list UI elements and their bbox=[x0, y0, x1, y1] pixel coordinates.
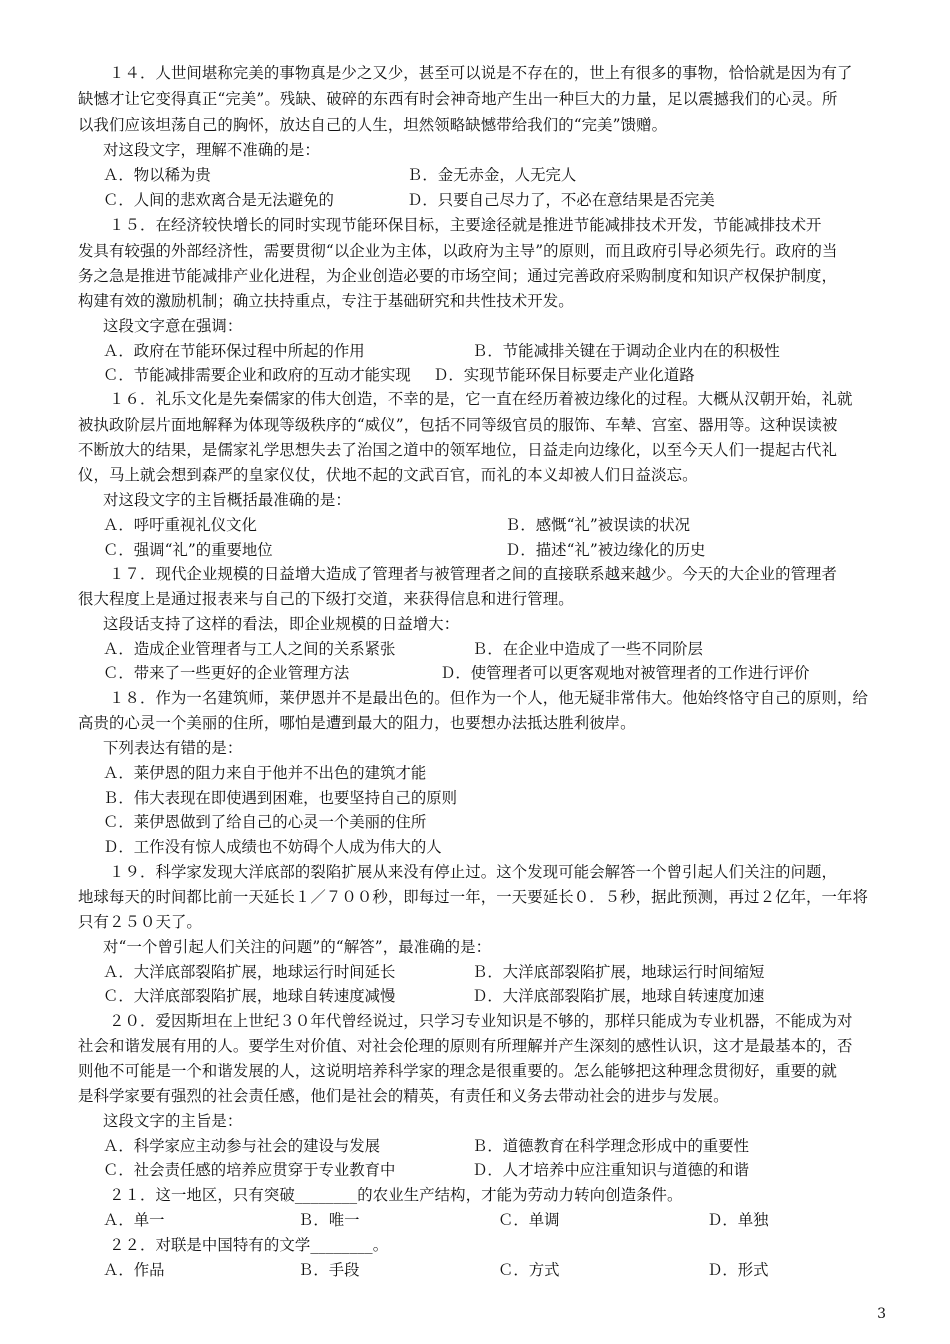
q19-text-line-2: 地球每天的时间都比前一天延长１／７００秒，即每过一年，一天要延长０．５秒，据此预测，再过２亿年，一年将 bbox=[78, 888, 869, 906]
q19-option-a: Ａ．大洋底部裂陷扩展，地球运行时间延长 bbox=[103, 963, 396, 981]
q17-text-line-2: 很大程度上是通过报表来与自己的下级打交道，来获得信息和进行管理。 bbox=[78, 590, 574, 608]
q21-option-b: Ｂ．唯一 bbox=[298, 1211, 360, 1229]
q14-option-b: Ｂ．金无赤金，人无完人 bbox=[407, 166, 577, 184]
q14-prompt: 对这段文字，理解不准确的是： bbox=[103, 141, 320, 159]
q15-text-line-1: １５．在经济较快增长的同时实现节能环保目标，主要途径就是推进节能减排技术开发，节能减排技术开 bbox=[78, 216, 822, 234]
q15-text-line-4: 构建有效的激励机制；确立扶持重点，专注于基础研究和共性技术开发。 bbox=[78, 292, 574, 310]
q22-option-d: Ｄ．形式 bbox=[707, 1261, 769, 1279]
q20-prompt: 这段文字的主旨是： bbox=[103, 1112, 243, 1130]
q15-option-a: Ａ．政府在节能环保过程中所起的作用 bbox=[103, 342, 365, 360]
q21-option-a: Ａ．单一 bbox=[103, 1211, 165, 1229]
q15-option-c: Ｃ．节能减排需要企业和政府的互动才能实现 bbox=[103, 366, 411, 384]
q14-option-c: Ｃ．人间的悲欢离合是无法避免的 bbox=[103, 191, 334, 209]
q21-option-d: Ｄ．单独 bbox=[707, 1211, 769, 1229]
q19-option-c: Ｃ．大洋底部裂陷扩展，地球自转速度减慢 bbox=[103, 987, 396, 1005]
q19-text-line-3: 只有２５０天了。 bbox=[78, 913, 202, 931]
q16-text-line-2: 被执政阶层片面地解释为体现等级秩序的“威仪”，包括不同等级官员的服饰、车辇、宫室、器用等。这种误读被 bbox=[78, 416, 838, 434]
q18-text-line-2: 高贵的心灵一个美丽的住所，哪怕是遭到最大的阻力，也要想办法抵达胜利彼岸。 bbox=[78, 714, 636, 732]
q19-option-b: Ｂ．大洋底部裂陷扩展，地球运行时间缩短 bbox=[472, 963, 765, 981]
q15-text-line-2: 发具有较强的外部经济性，需要贯彻“以企业为主体，以政府为主导”的原则，而且政府引导必须先行。政府的当 bbox=[78, 242, 838, 260]
q16-option-a: Ａ．呼吁重视礼仪文化 bbox=[103, 516, 257, 534]
q18-option-d: Ｄ．工作没有惊人成绩也不妨碍个人成为伟大的人 bbox=[103, 838, 442, 856]
q20-option-a: Ａ．科学家应主动参与社会的建设与发展 bbox=[103, 1137, 381, 1155]
q22-option-c: Ｃ．方式 bbox=[498, 1261, 560, 1279]
q20-text-line-2: 社会和谐发展有用的人。要学生对价值、对社会伦理的原则有所理解并产生深刻的感性认识，这才是最基本的，否 bbox=[78, 1037, 853, 1055]
q21-option-c: Ｃ．单调 bbox=[498, 1211, 560, 1229]
q15-prompt: 这段文字意在强调： bbox=[103, 317, 243, 335]
q20-text-line-3: 则他不可能是一个和谐发展的人，这说明培养科学家的理念是很重要的。怎么能够把这种理念贯彻好，重要的就 bbox=[78, 1062, 838, 1080]
q14-text-line-2: 缺憾才让它变得真正“完美”。残缺、破碎的东西有时会神奇地产生出一种巨大的力量，足以震撼我们的心灵。所 bbox=[78, 90, 838, 108]
q15-option-d: Ｄ．实现节能环保目标要走产业化道路 bbox=[433, 366, 695, 384]
q20-option-d: Ｄ．人才培养中应注重知识与道德的和谐 bbox=[472, 1161, 750, 1179]
q22-option-a: Ａ．作品 bbox=[103, 1261, 165, 1279]
q18-text-line-1: １８．作为一名建筑师，莱伊恩并不是最出色的。但作为一个人，他无疑非常伟大。他始终恪守自己的原则，给 bbox=[78, 689, 869, 707]
q20-option-b: Ｂ．道德教育在科学理念形成中的重要性 bbox=[472, 1137, 750, 1155]
q14-option-d: Ｄ．只要自己尽力了，不必在意结果是否完美 bbox=[407, 191, 715, 209]
q21-text-line-1: ２１．这一地区，只有突破________的农业生产结构，才能为劳动力转向创造条件。 bbox=[78, 1186, 683, 1204]
q20-text-line-1: ２０．爱因斯坦在上世纪３０年代曾经说过，只学习专业知识是不够的，那样只能成为专业机器，不能成为对 bbox=[78, 1012, 853, 1030]
q17-text-line-1: １７．现代企业规模的日益增大造成了管理者与被管理者之间的直接联系越来越少。今天的大企业的管理者 bbox=[78, 565, 838, 583]
q16-prompt: 对这段文字的主旨概括最准确的是： bbox=[103, 491, 351, 509]
q16-option-b: Ｂ．感慨“礼”被误读的状况 bbox=[505, 516, 691, 534]
q18-option-c: Ｃ．莱伊恩做到了给自己的心灵一个美丽的住所 bbox=[103, 813, 427, 831]
q17-prompt: 这段话支持了这样的看法，即企业规模的日益增大： bbox=[103, 615, 460, 633]
q17-option-d: Ｄ．使管理者可以更客观地对被管理者的工作进行评价 bbox=[440, 664, 810, 682]
q20-option-c: Ｃ．社会责任感的培养应贯穿于专业教育中 bbox=[103, 1161, 396, 1179]
q22-option-b: Ｂ．手段 bbox=[298, 1261, 360, 1279]
q17-option-a: Ａ．造成企业管理者与工人之间的关系紧张 bbox=[103, 640, 396, 658]
q18-option-b: Ｂ．伟大表现在即使遇到困难，也要坚持自己的原则 bbox=[103, 789, 457, 807]
q14-option-a: Ａ．物以稀为贵 bbox=[103, 166, 211, 184]
q14-text-line-1: １４．人世间堪称完美的事物真是少之又少，甚至可以说是不存在的，世上有很多的事物，恰恰就是因为有了 bbox=[78, 64, 853, 82]
q18-prompt: 下列表达有错的是： bbox=[103, 739, 243, 757]
page-number: 3 bbox=[877, 1306, 886, 1322]
q18-option-a: Ａ．莱伊恩的阻力来自于他并不出色的建筑才能 bbox=[103, 764, 427, 782]
q19-prompt: 对“一个曾引起人们关注的问题”的“解答”，最准确的是： bbox=[103, 938, 492, 956]
q16-text-line-4: 仪，马上就会想到森严的皇家仪仗，伏地不起的文武百官，而礼的本义却被人们日益淡忘。 bbox=[78, 466, 698, 484]
q16-option-d: Ｄ．描述“礼”被边缘化的历史 bbox=[505, 541, 706, 559]
q19-option-d: Ｄ．大洋底部裂陷扩展，地球自转速度加速 bbox=[472, 987, 765, 1005]
q15-option-b: Ｂ．节能减排关键在于调动企业内在的积极性 bbox=[472, 342, 780, 360]
q16-option-c: Ｃ．强调“礼”的重要地位 bbox=[103, 541, 273, 559]
q16-text-line-1: １６．礼乐文化是先秦儒家的伟大创造，不幸的是，它一直在经历着被边缘化的过程。大概从汉朝开始，礼就 bbox=[78, 390, 853, 408]
q14-text-line-3: 以我们应该坦荡自己的胸怀，放达自己的人生，坦然领略缺憾带给我们的“完美”馈赠。 bbox=[78, 116, 668, 134]
q16-text-line-3: 不断放大的结果，是儒家礼学思想失去了治国之道中的领军地位，日益走向边缘化，以至今天人们一提起古代礼 bbox=[78, 441, 838, 459]
q19-text-line-1: １９．科学家发现大洋底部的裂陷扩展从来没有停止过。这个发现可能会解答一个曾引起人们关注的问题， bbox=[78, 863, 838, 881]
q17-option-c: Ｃ．带来了一些更好的企业管理方法 bbox=[103, 664, 350, 682]
q22-text-line-1: ２２．对联是中国特有的文学________。 bbox=[78, 1236, 389, 1254]
q20-text-line-4: 是科学家要有强烈的社会责任感，他们是社会的精英，有责任和义务去带动社会的进步与发展。 bbox=[78, 1087, 729, 1105]
q15-text-line-3: 务之急是推进节能减排产业化进程，为企业创造必要的市场空间；通过完善政府采购制度和知识产权保护制度， bbox=[78, 267, 838, 285]
q17-option-b: Ｂ．在企业中造成了一些不同阶层 bbox=[472, 640, 703, 658]
